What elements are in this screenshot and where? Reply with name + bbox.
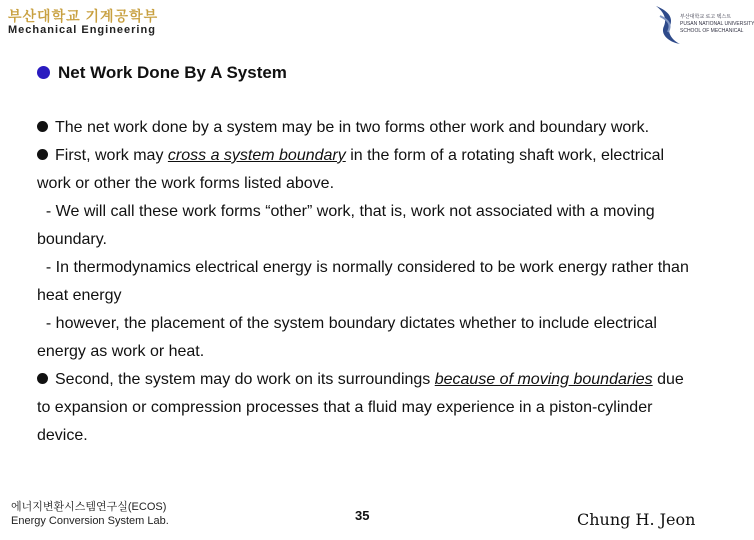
bullet-icon [37,373,48,384]
header-title-english: Mechanical Engineering [8,24,156,36]
header-title-korean: 부산대학교 기계공학부 [8,8,159,24]
slide-title-text: Net Work Done By A System [58,63,287,82]
paragraph-electrical-energy: - In thermodynamics electrical energy is normally considered to be work energy rather than heat energy [37,259,689,304]
paragraph-second-work: Second, the system may do work on its surroundings because of moving boundaries due to expansion or compression processes that a fluid may experience in a piston-cylinder device. [37,371,684,444]
paragraph-other-work: - We will call these work forms “other” work, that is, work not associated with a moving boundary. [37,203,655,248]
bullet-icon [37,149,48,160]
slide-content [37,114,697,450]
title-bullet-icon [37,66,50,79]
author-name: Chung H. Jeon [577,510,696,529]
university-logo [652,2,754,46]
bullet-icon [37,121,48,132]
emphasis-moving-boundaries: because of moving boundaries [434,371,653,388]
paragraph-boundary-placement: - however, the placement of the system boundary dictates whether to include electrical energy as work or heat. [37,315,657,360]
footer-lab [11,500,169,528]
paragraph-net-work: The net work done by a system may be in two forms other work and boundary work. [37,114,697,142]
logo-text: 부산대학교 로고 텍스트 PUSAN NATIONAL UNIVERSITY SCHOOL OF MECHANICAL [680,14,754,34]
emphasis-cross-boundary: cross a system boundary [167,147,346,164]
paragraph-first-work: First, work may cross a system boundary in the form of a rotating shaft work, electrical work or other the work forms listed above. [37,147,665,192]
page-number: 35 [355,508,370,523]
wave-logo-icon [652,2,682,46]
lab-name-korean: 에너지변환시스템연구실(ECOS) [11,501,167,513]
lab-name-english: Energy Conversion System Lab. [11,515,169,527]
slide-title [37,63,287,83]
